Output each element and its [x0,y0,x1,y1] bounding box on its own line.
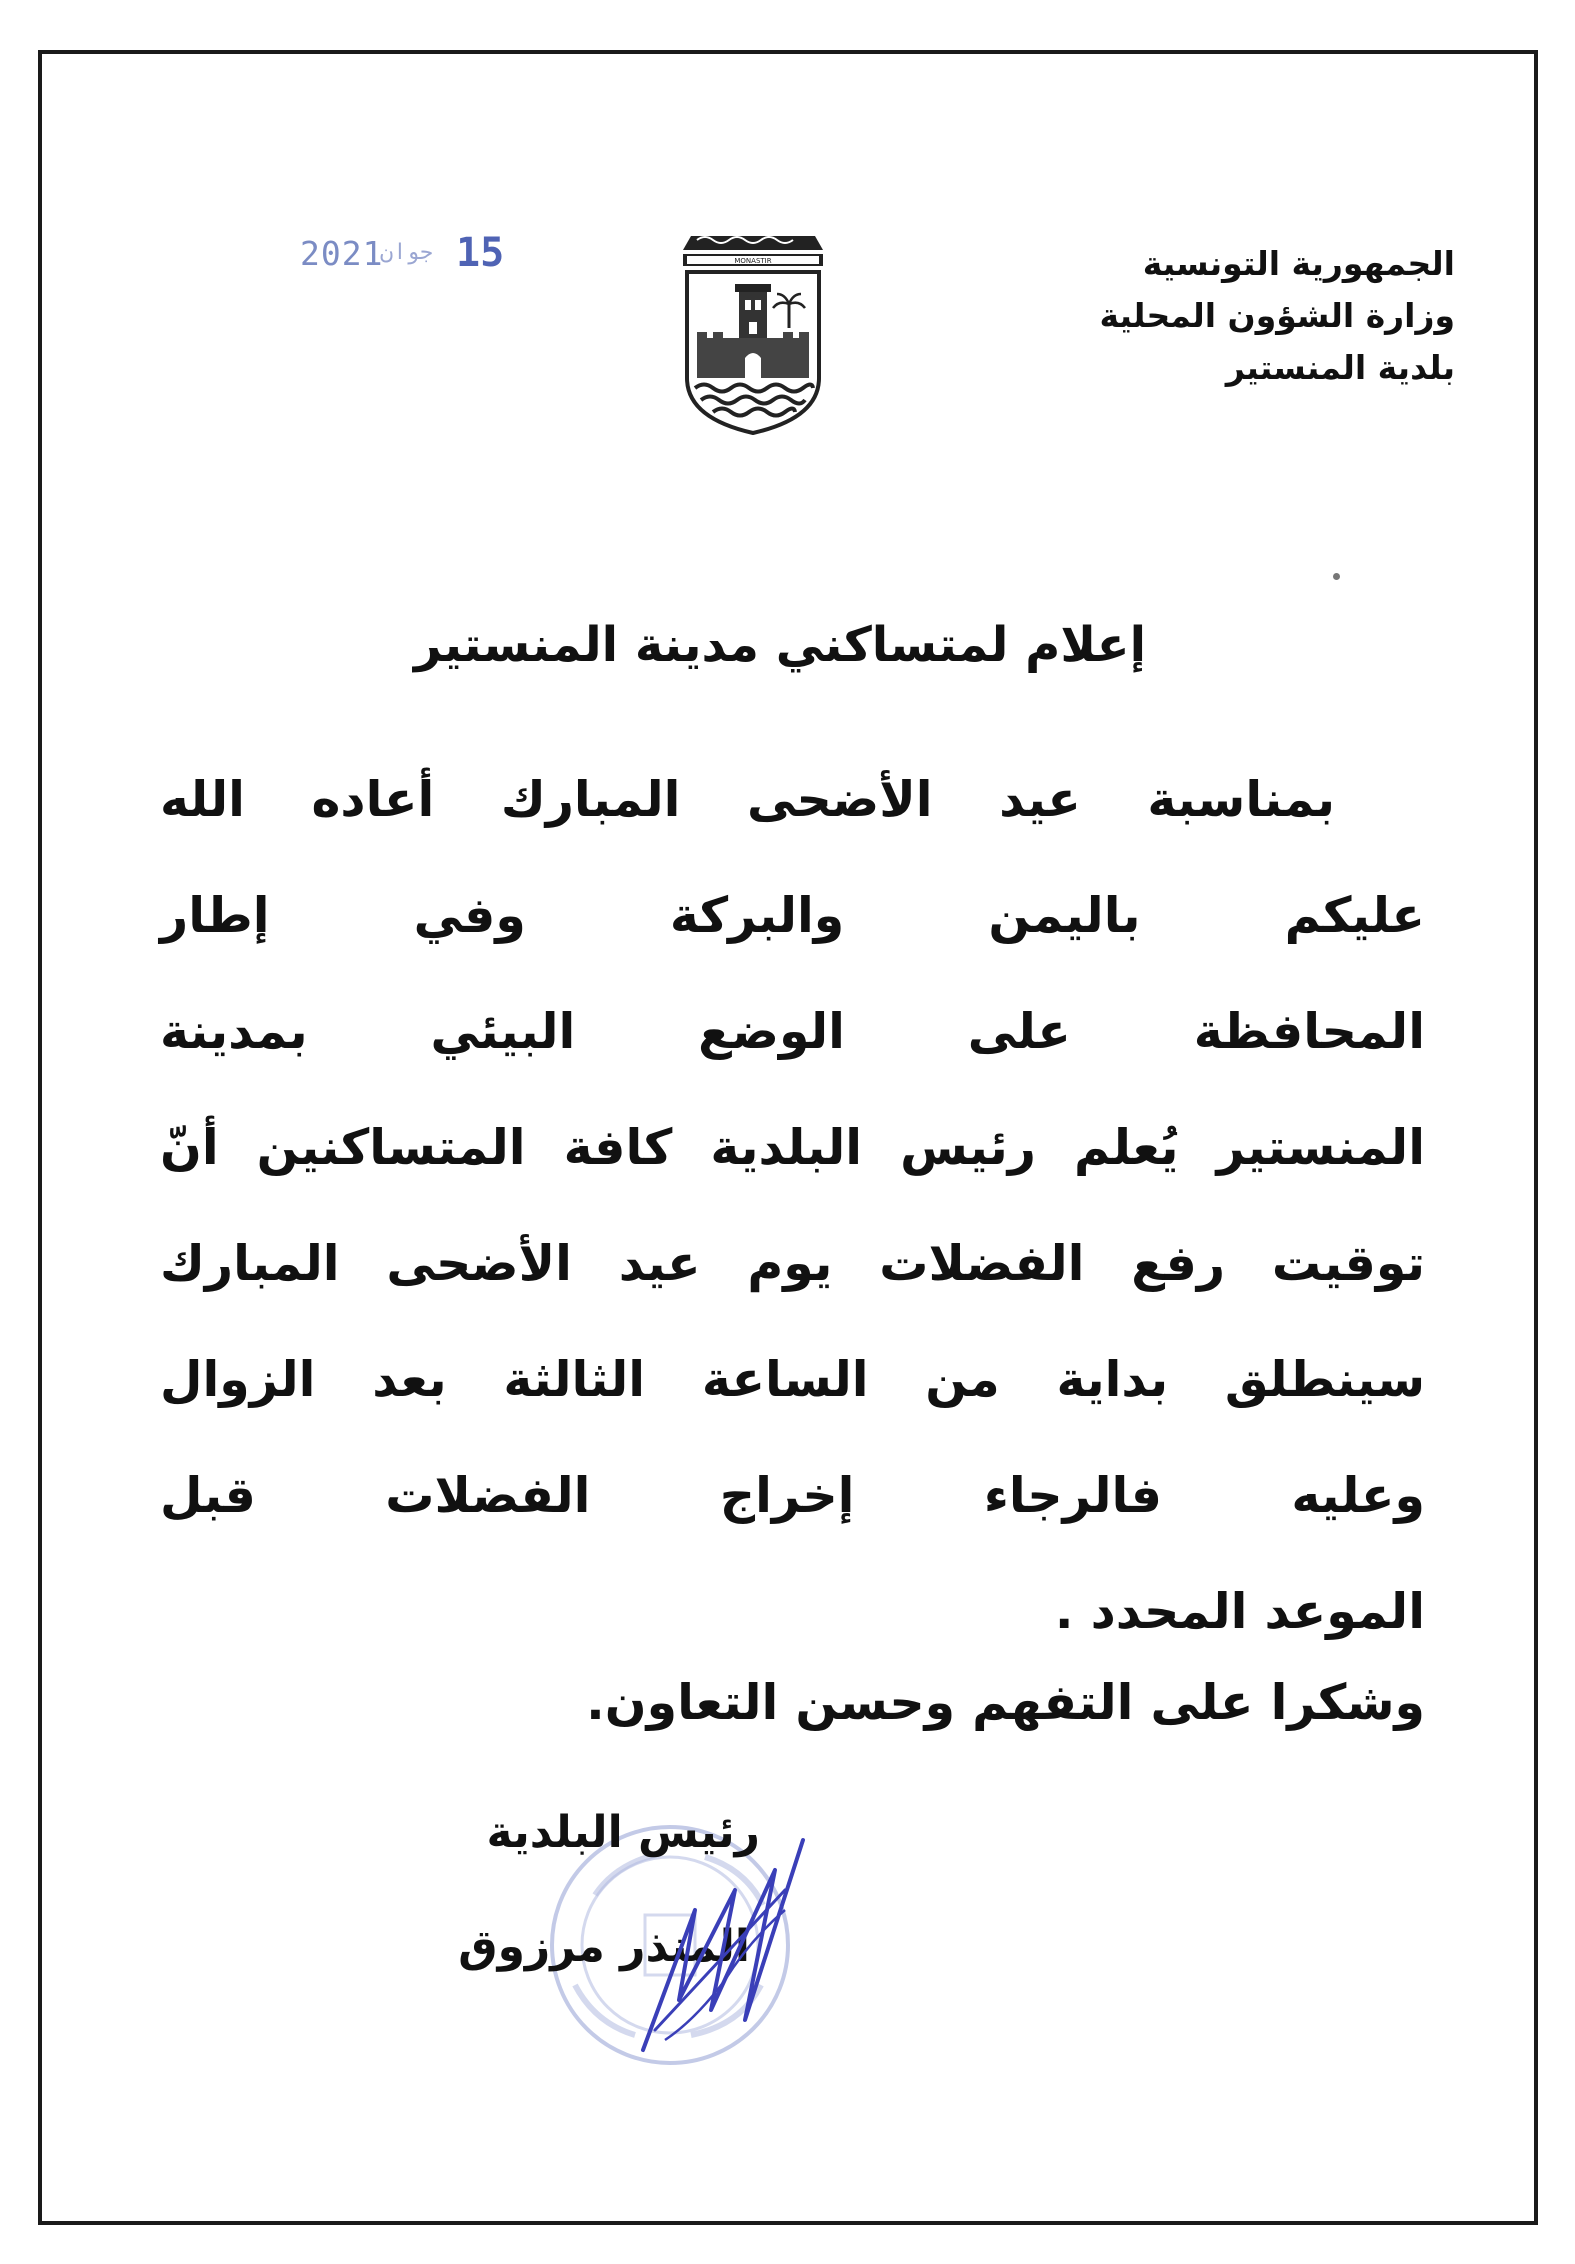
date-stamp-day: 15 [456,230,505,276]
notice-closing: وشكرا على التفهم وحسن التعاون. [586,1674,1425,1731]
notice-line: الموعد المحدد . [1054,1583,1425,1640]
date-stamp [300,228,510,278]
notice-line: المنستير يُعلم رئيس البلدية كافة المتساكنين أنّ [160,1119,1425,1176]
handwritten-signature [625,1800,815,2070]
header-ministry: وزارة الشؤون المحلية [1099,296,1455,335]
crest-label: MONASTIR [734,257,772,265]
notice-title: إعلام لمتساكني مدينة المنستير [413,617,1147,673]
notice-line: المحافظة على الوضع البيئي بمدينة [160,1003,1425,1060]
scan-speck [1333,573,1340,580]
notice-body [160,742,1425,1670]
signatory-name: المنذر مرزوق [458,1921,750,1972]
notice-line: عليكم باليمن والبركة وفي إطار [160,887,1425,944]
monastir-crest-logo [673,228,833,438]
notice-line: وعليه فالرجاء إخراج الفضلات قبل [160,1467,1425,1524]
date-stamp-month: جوان [380,240,433,265]
notice-line: توقيت رفع الفضلات يوم عيد الأضحى المبارك [160,1235,1425,1292]
date-stamp-year: 2021 [300,234,384,273]
notice-line: بمناسبة عيد الأضحى المبارك أعاده الله [160,771,1335,828]
notice-line: سينطلق بداية من الساعة الثالثة بعد الزوال [160,1351,1425,1408]
signatory-role: رئيس البلدية [486,1807,760,1858]
document-header [935,238,1455,394]
header-municipality: بلدية المنستير [1225,348,1455,387]
header-republic: الجمهورية التونسية [1142,244,1455,283]
